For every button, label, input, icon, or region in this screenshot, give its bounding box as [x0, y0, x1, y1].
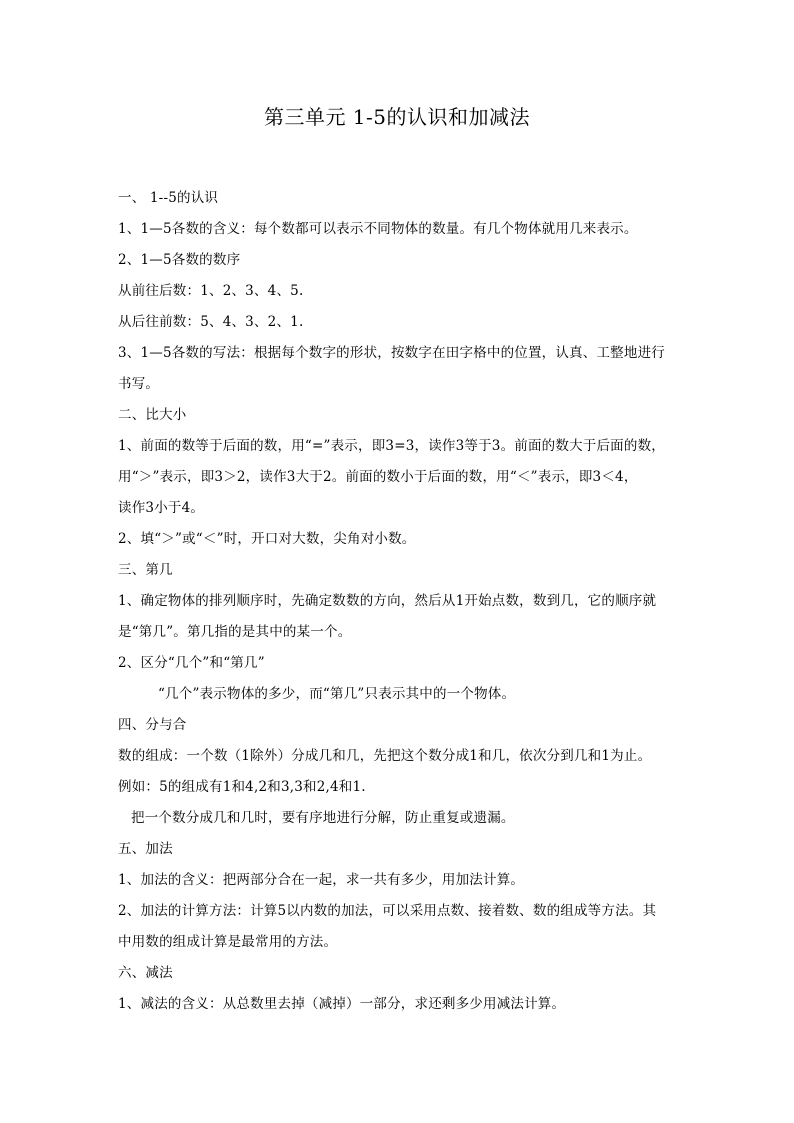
paragraph-line: 把一个数分成几和几时，要有序地进行分解，防止重复或遗漏。: [131, 810, 515, 826]
paragraph-line: 数的组成：一个数（1除外）分成几和几，先把这个数分成1和几，依次分到几和1为止。: [118, 748, 652, 764]
section-heading-1: 一、 1--5的认识: [118, 190, 219, 206]
paragraph-line: 1、确定物体的排列顺序时，先确定数数的方向，然后从1开始点数，数到几，它的顺序就: [118, 593, 657, 609]
paragraph-line: 例如：5的组成有1和4,2和3,3和2,4和1.: [118, 779, 366, 795]
paragraph-line: 2、加法的计算方法：计算5以内数的加法，可以采用点数、接着数、数的组成等方法。其: [118, 903, 657, 919]
paragraph-line: 从后往前数：5、4、3、2、1.: [118, 314, 304, 330]
section-heading-6: 六、减法: [118, 965, 173, 981]
paragraph-line: 中用数的组成计算是最常用的方法。: [118, 934, 338, 950]
paragraph-line: 2、1—5各数的数序: [118, 252, 241, 268]
paragraph-line: 1、加法的含义：把两部分合在一起，求一共有多少，用加法计算。: [118, 872, 525, 888]
paragraph-line: 3、1—5各数的写法：根据每个数字的形状，按数字在田字格中的位置，认真、工整地进行: [118, 345, 665, 361]
section-heading-3: 三、第几: [118, 562, 173, 578]
paragraph-line: 书写。: [118, 376, 160, 392]
paragraph-line: 1、前面的数等于后面的数，用“=”表示，即3=3，读作3等于3。前面的数大于后面的数，: [118, 438, 665, 454]
paragraph-line: 从前往后数：1、2、3、4、5.: [118, 283, 304, 299]
paragraph-line: 2、区分“几个”和“第几”: [118, 655, 265, 671]
document-body: [118, 183, 678, 1020]
paragraph-line: 1、减法的含义：从总数里去掉（减掉）一部分，求还剩多少用减法计算。: [118, 996, 566, 1012]
paragraph-line: 用“＞”表示，即3＞2，读作3大于2。前面的数小于后面的数，用“＜”表示，即3＜4，: [118, 469, 638, 485]
paragraph-line: 读作3小于4。: [118, 500, 205, 516]
section-heading-2: 二、比大小: [118, 407, 187, 423]
paragraph-line: 1、1—5各数的含义：每个数都可以表示不同物体的数量。有几个物体就用几来表示。: [118, 221, 638, 237]
paragraph-line: 2、填“＞”或“＜”时，开口对大数，尖角对小数。: [118, 531, 416, 547]
paragraph-line: “几个”表示物体的多少，而“第几”只表示其中的一个物体。: [158, 686, 516, 702]
section-heading-4: 四、分与合: [118, 717, 187, 733]
paragraph-line: 是“第几”。第几指的是其中的某一个。: [118, 624, 352, 640]
page-title: 第三单元 1-5的认识和加减法: [263, 105, 531, 129]
section-heading-5: 五、加法: [118, 841, 173, 857]
